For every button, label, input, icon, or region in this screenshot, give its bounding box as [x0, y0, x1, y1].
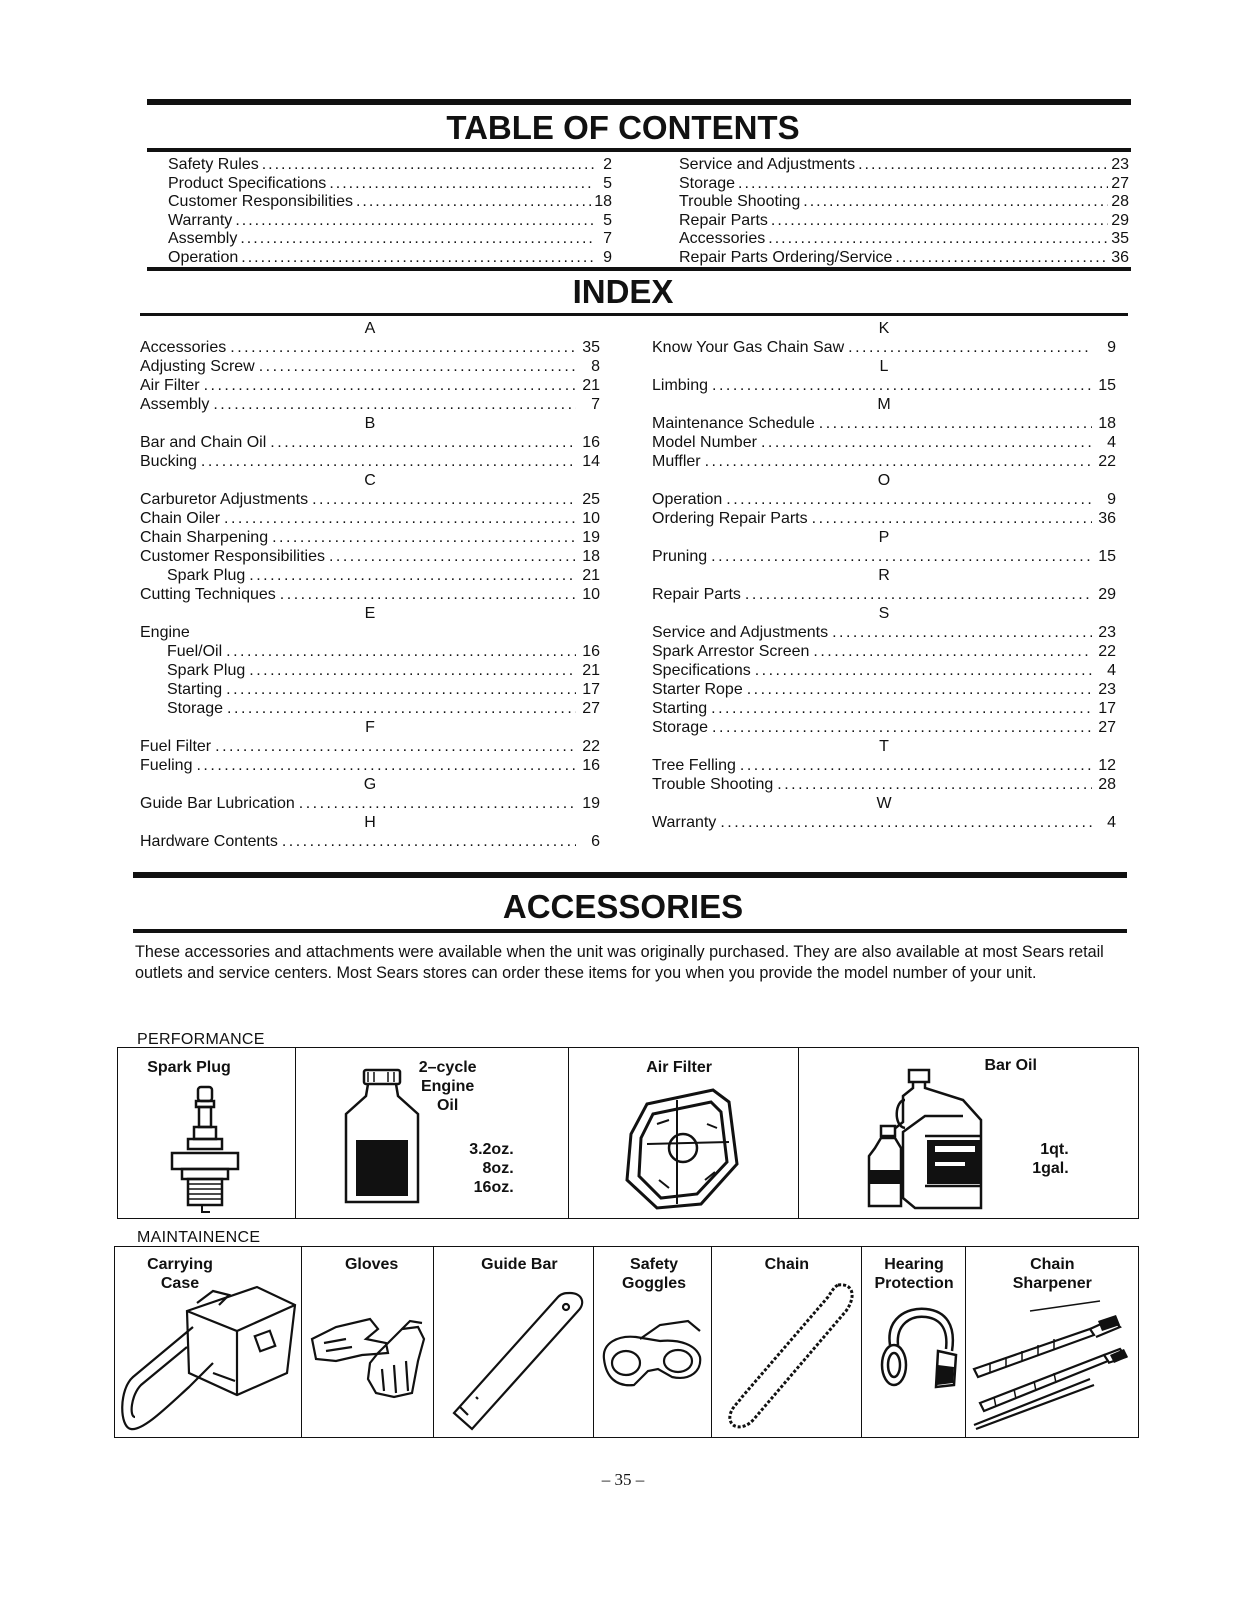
index-entry-page: 4 [1107, 814, 1116, 831]
index-entry-page: 6 [591, 833, 600, 850]
index-letter-heading: L [879, 358, 889, 375]
index-leader-dots [280, 585, 576, 604]
index-entry [652, 775, 1116, 794]
index-entry-label: Storage [652, 719, 709, 736]
index-entry-page: 16 [582, 434, 600, 451]
index-title: INDEX [572, 273, 674, 310]
index-leader-dots [711, 699, 1092, 718]
index-entry [140, 623, 600, 642]
toc-leader-dots [262, 156, 595, 175]
index-entry-page: 12 [1098, 757, 1116, 774]
index-entry-label: Hardware Contents [140, 833, 278, 850]
index-entry-page: 9 [1107, 491, 1116, 508]
toc-entry-page: 7 [603, 230, 612, 248]
index-left-column [140, 319, 600, 851]
bar-oil-cell [799, 1048, 1138, 1218]
index-entry [652, 756, 1116, 775]
engine-oil-title-line3: Oil [436, 1097, 459, 1114]
index-leader-dots [329, 547, 576, 566]
size-label: 3.2oz. [469, 1141, 514, 1158]
toc-entry-page: 36 [1111, 248, 1129, 266]
index-entry-label: Muffler [652, 453, 701, 470]
index-entry-page: 18 [1098, 415, 1116, 432]
hearing-protection-title-line2: Protection [874, 1275, 954, 1292]
index-entry-label: Maintenance Schedule [652, 415, 815, 432]
index-letter-heading: K [878, 320, 890, 337]
index-leader-dots [712, 718, 1092, 737]
index-entry [140, 699, 600, 718]
hearing-protection-icon [876, 1305, 960, 1401]
index-entry-label: Fueling [140, 757, 193, 774]
index-leader-dots [282, 832, 576, 851]
hearing-protection-title [864, 1255, 965, 1293]
index-rule [140, 313, 1128, 316]
index-letter-heading: R [878, 567, 890, 584]
carrying-case-title-line1: Carrying [147, 1256, 213, 1273]
index-entry [652, 585, 1116, 604]
gloves-title: Gloves [344, 1256, 399, 1273]
safety-goggles-title-line1: Safety [630, 1256, 679, 1273]
index-entry-page: 25 [582, 491, 600, 508]
index-leader-dots [226, 680, 576, 699]
index-leader-dots [226, 642, 576, 661]
toc-entry-page: 5 [603, 211, 612, 229]
index-entry [652, 699, 1116, 718]
toc-rule [147, 148, 1131, 152]
index-entry [652, 547, 1116, 566]
index-leader-dots [224, 509, 576, 528]
index-entry-label: Bucking [140, 453, 197, 470]
toc-leader-dots [803, 193, 1108, 212]
index-letter-heading: S [878, 605, 890, 622]
index-leader-dots [740, 756, 1092, 775]
index-leader-dots [761, 433, 1092, 452]
toc-bottom-rule [147, 267, 1131, 271]
index-entry-label: Storage [167, 700, 224, 717]
toc-entry-page: 27 [1111, 174, 1129, 192]
air-filter-cell [569, 1048, 799, 1218]
index-leader-dots [213, 395, 576, 414]
index-entry [652, 813, 1116, 832]
safety-goggles-cell [594, 1247, 712, 1437]
index-letter-heading: F [365, 719, 375, 736]
page-number: – 35 – [601, 1470, 645, 1489]
toc-entry-label: Warranty [168, 211, 233, 229]
index-leader-dots [272, 528, 576, 547]
index-leader-dots [312, 490, 576, 509]
toc-entry [168, 230, 612, 249]
size-label: 1qt. [1040, 1141, 1069, 1158]
index-entry-label: Customer Responsibilities [140, 548, 325, 565]
index-leader-dots [747, 680, 1092, 699]
index-leader-dots [204, 376, 576, 395]
index-entry-label: Starter Rope [652, 681, 743, 698]
toc-entry [168, 193, 612, 212]
index-entry-page: 23 [1098, 624, 1116, 641]
index-letter-heading: B [364, 415, 376, 432]
index-entry [652, 718, 1116, 737]
toc-entry-page: 5 [603, 174, 612, 192]
index-entry-page: 21 [582, 377, 600, 394]
index-entry-page: 15 [1098, 377, 1116, 394]
index-letter-heading: P [878, 529, 890, 546]
toc-entry-label: Storage [679, 174, 736, 192]
index-entry-page: 4 [1107, 434, 1116, 451]
index-leader-dots [705, 452, 1092, 471]
toc-entry [679, 156, 1129, 175]
toc-leader-dots [895, 249, 1108, 268]
safety-goggles-icon [600, 1319, 708, 1403]
air-filter-icon [617, 1084, 747, 1214]
index-entry-page: 18 [582, 548, 600, 565]
spark-plug-icon [166, 1083, 246, 1215]
index-leader-dots [848, 338, 1092, 357]
toc-entry-label: Operation [168, 248, 239, 266]
index-entry-page: 14 [582, 453, 600, 470]
toc-entry-label: Repair Parts Ordering/Service [679, 248, 893, 266]
hearing-protection-cell [862, 1247, 967, 1437]
index-leader-dots [832, 623, 1092, 642]
toc-entry-label: Assembly [168, 230, 238, 248]
index-leader-dots [270, 433, 576, 452]
index-entry [652, 642, 1116, 661]
toc-entry-page: 9 [603, 248, 612, 266]
index-entry [140, 756, 600, 775]
index-entry-label: Air Filter [140, 377, 200, 394]
index-entry-page: 29 [1098, 586, 1116, 603]
accessories-intro: These accessories and attachments were available when the unit was originally purchased. They are also available at most Sears retail outlets and service centers. Most Sears stores can order these items for you when you provide the model number of your unit. [135, 943, 1104, 982]
index-leader-dots [819, 414, 1092, 433]
index-entry-label: Bar and Chain Oil [140, 434, 267, 451]
index-entry [652, 338, 1116, 357]
index-leader-dots [726, 490, 1092, 509]
performance-grid [117, 1047, 1139, 1219]
index-leader-dots [745, 585, 1092, 604]
index-entry-page: 35 [582, 339, 600, 356]
index-entry [140, 680, 600, 699]
index-leader-dots [720, 813, 1092, 832]
gloves-icon [306, 1299, 432, 1403]
toc-entry-page: 35 [1111, 230, 1129, 248]
safety-goggles-title [608, 1255, 700, 1293]
toc-entry-page: 29 [1111, 211, 1129, 229]
index-entry [140, 642, 600, 661]
index-entry-page: 19 [582, 795, 600, 812]
size-label: 1gal. [1032, 1160, 1069, 1177]
toc-entry-page: 18 [594, 193, 612, 211]
index-entry [652, 490, 1116, 509]
index-entry-page: 4 [1107, 662, 1116, 679]
index-entry [140, 547, 600, 566]
toc-right-column [679, 156, 1129, 268]
index-entry [652, 433, 1116, 452]
index-entry [140, 376, 600, 395]
index-leader-dots [249, 661, 576, 680]
index-entry-label: Ordering Repair Parts [652, 510, 808, 527]
index-entry-label: Chain Oiler [140, 510, 221, 527]
toc-leader-dots [738, 175, 1108, 194]
index-leader-dots [249, 566, 576, 585]
index-entry-page: 9 [1107, 339, 1116, 356]
index-entry [140, 585, 600, 604]
index-leader-dots [711, 547, 1092, 566]
engine-oil-title-line2: Engine [420, 1078, 475, 1095]
index-entry-label: Chain Sharpening [140, 529, 269, 546]
index-right-column [652, 319, 1116, 832]
index-entry-label: Limbing [652, 377, 709, 394]
index-entry [140, 737, 600, 756]
index-leader-dots [812, 509, 1092, 528]
index-entry-page: 16 [582, 643, 600, 660]
guide-bar-cell [434, 1247, 594, 1437]
chain-sharpener-title-line1: Chain [1030, 1256, 1075, 1273]
index-entry-label: Engine [140, 624, 190, 641]
index-entry-label: Accessories [140, 339, 227, 356]
index-entry [652, 452, 1116, 471]
toc-entry [168, 249, 612, 268]
size-label: 8oz. [482, 1160, 514, 1177]
index-leader-dots [215, 737, 576, 756]
index-leader-dots [299, 794, 576, 813]
toc-title: TABLE OF CONTENTS [446, 109, 800, 146]
chain-sharpener-title [992, 1255, 1112, 1293]
oil-bottle-icon [338, 1066, 426, 1210]
toc-entry [679, 212, 1129, 231]
index-entry-label: Model Number [652, 434, 757, 451]
index-entry-page: 17 [582, 681, 600, 698]
index-entry-page: 27 [582, 700, 600, 717]
index-letter-heading: G [363, 776, 377, 793]
toc-entry [168, 175, 612, 194]
index-entry-label: Specifications [652, 662, 751, 679]
toc-leader-dots [356, 193, 591, 212]
index-letter-heading: H [364, 814, 376, 831]
index-leader-dots [813, 642, 1092, 661]
index-entry [140, 490, 600, 509]
toc-entry-page: 28 [1111, 193, 1129, 211]
toc-entry-label: Customer Responsibilities [168, 193, 353, 211]
toc-entry-page: 2 [603, 156, 612, 173]
chain-icon [718, 1277, 858, 1435]
performance-label: PERFORMANCE [137, 1031, 265, 1048]
index-entry-label: Tree Felling [652, 757, 736, 774]
index-entry-page: 21 [582, 662, 600, 679]
index-entry-label: Assembly [140, 396, 210, 413]
size-label: 16oz. [473, 1179, 514, 1196]
bar-oil-jug-icon [865, 1066, 989, 1212]
accessories-title: ACCESSORIES [502, 888, 744, 925]
chain-title: Chain [764, 1256, 810, 1273]
toc-leader-dots [329, 175, 595, 194]
toc-leader-dots [240, 230, 595, 249]
carrying-case-icon [117, 1277, 301, 1435]
index-entry-page: 27 [1098, 719, 1116, 736]
index-entry-label: Guide Bar Lubrication [140, 795, 295, 812]
bar-oil-title: Bar Oil [984, 1057, 1037, 1074]
index-entry-page: 15 [1098, 548, 1116, 565]
index-entry-label: Service and Adjustments [652, 624, 829, 641]
index-entry-label: Spark Plug [167, 662, 246, 679]
index-entry-page: 28 [1098, 776, 1116, 793]
index-entry-label: Fuel Filter [140, 738, 212, 755]
index-leader-dots [230, 338, 576, 357]
index-entry-page: 36 [1098, 510, 1116, 527]
toc-entry [679, 193, 1129, 212]
index-entry [140, 338, 600, 357]
toc-entry-page: 23 [1111, 156, 1129, 173]
toc-entry [168, 156, 612, 175]
index-entry [140, 528, 600, 547]
toc-entry-label: Accessories [679, 230, 766, 248]
index-entry [652, 376, 1116, 395]
oil-sizes [446, 1140, 514, 1197]
toc-leader-dots [858, 156, 1108, 175]
index-letter-heading: O [877, 472, 891, 489]
chain-sharpener-title-line2: Sharpener [1012, 1275, 1092, 1292]
maintenance-label: MAINTAINENCE [137, 1229, 261, 1246]
maintenance-grid [114, 1246, 1139, 1438]
index-entry [652, 509, 1116, 528]
spark-plug-title: Spark Plug [147, 1059, 231, 1076]
index-entry-page: 23 [1098, 681, 1116, 698]
index-entry-label: Pruning [652, 548, 708, 565]
index-entry-label: Fuel/Oil [167, 643, 223, 660]
index-leader-dots [227, 699, 576, 718]
toc-leader-dots [768, 230, 1108, 249]
gloves-cell [302, 1247, 435, 1437]
index-entry-page: 10 [582, 586, 600, 603]
toc-entry [679, 175, 1129, 194]
index-letter-heading: M [877, 396, 891, 413]
engine-oil-cell [296, 1048, 569, 1218]
index-entry-label: Starting [652, 700, 708, 717]
chain-sharpener-icon [970, 1299, 1136, 1435]
index-entry-page: 10 [582, 510, 600, 527]
index-entry-label: Spark Plug [167, 567, 246, 584]
accessories-top-rule [133, 872, 1127, 878]
index-entry-label: Trouble Shooting [652, 776, 774, 793]
index-leader-dots [777, 775, 1092, 794]
index-leader-dots [259, 357, 576, 376]
toc-entry [679, 249, 1129, 268]
index-letter-heading: A [364, 320, 376, 337]
index-entry-label: Repair Parts [652, 586, 741, 603]
index-entry [652, 623, 1116, 642]
index-entry-page: 8 [591, 358, 600, 375]
index-entry [652, 661, 1116, 680]
toc-leader-dots [235, 212, 595, 231]
bar-oil-sizes [999, 1140, 1069, 1178]
safety-goggles-title-line2: Goggles [622, 1275, 687, 1292]
index-entry [140, 794, 600, 813]
index-entry-label: Starting [167, 681, 223, 698]
toc-entry-label: Trouble Shooting [679, 193, 801, 211]
index-leader-dots [201, 452, 576, 471]
index-letter-heading: W [876, 795, 892, 812]
toc-left-column [168, 156, 612, 268]
index-entry-page: 21 [582, 567, 600, 584]
index-entry-label: Operation [652, 491, 723, 508]
carrying-case-title-line2: Case [160, 1275, 200, 1292]
chain-cell [712, 1247, 862, 1437]
index-letter-heading: T [879, 738, 889, 755]
toc-entry [168, 212, 612, 231]
index-entry [140, 452, 600, 471]
index-entry-page: 22 [582, 738, 600, 755]
accessories-rule [133, 929, 1127, 933]
index-leader-dots [755, 661, 1092, 680]
index-entry-label: Carburetor Adjustments [140, 491, 309, 508]
index-entry-label: Cutting Techniques [140, 586, 276, 603]
chain-sharpener-cell [966, 1247, 1138, 1437]
index-entry [140, 357, 600, 376]
hearing-protection-title-line1: Hearing [884, 1256, 944, 1273]
index-entry [140, 566, 600, 585]
index-entry-label: Know Your Gas Chain Saw [652, 339, 845, 356]
index-entry [140, 832, 600, 851]
toc-entry [679, 230, 1129, 249]
engine-oil-title-line1: 2–cycle [418, 1059, 477, 1076]
index-entry-page: 16 [582, 757, 600, 774]
air-filter-title: Air Filter [646, 1059, 713, 1076]
index-entry-label: Warranty [652, 814, 717, 831]
spark-plug-cell [118, 1048, 296, 1218]
index-letter-heading: C [364, 472, 376, 489]
index-entry-page: 17 [1098, 700, 1116, 717]
index-entry [140, 395, 600, 414]
index-entry [652, 680, 1116, 699]
toc-entry-label: Safety Rules [168, 156, 259, 173]
top-rule [147, 99, 1131, 105]
index-entry [140, 661, 600, 680]
index-entry-label: Spark Arrestor Screen [652, 643, 810, 660]
index-entry [140, 433, 600, 452]
index-leader-dots [196, 756, 576, 775]
toc-entry-label: Repair Parts [679, 211, 768, 229]
index-entry [652, 414, 1116, 433]
index-entry-page: 22 [1098, 643, 1116, 660]
toc-leader-dots [771, 212, 1108, 231]
index-leader-dots [712, 376, 1092, 395]
index-entry-page: 7 [591, 396, 600, 413]
index-entry [140, 509, 600, 528]
index-entry-label: Adjusting Screw [140, 358, 255, 375]
toc-leader-dots [241, 249, 595, 268]
index-letter-heading: E [364, 605, 376, 622]
toc-entry-label: Service and Adjustments [679, 156, 856, 173]
toc-entry-label: Product Specifications [168, 174, 327, 192]
guide-bar-icon [438, 1285, 590, 1435]
index-entry-page: 19 [582, 529, 600, 546]
guide-bar-title: Guide Bar [481, 1256, 558, 1273]
carrying-case-cell [115, 1247, 302, 1437]
index-entry-page: 22 [1098, 453, 1116, 470]
